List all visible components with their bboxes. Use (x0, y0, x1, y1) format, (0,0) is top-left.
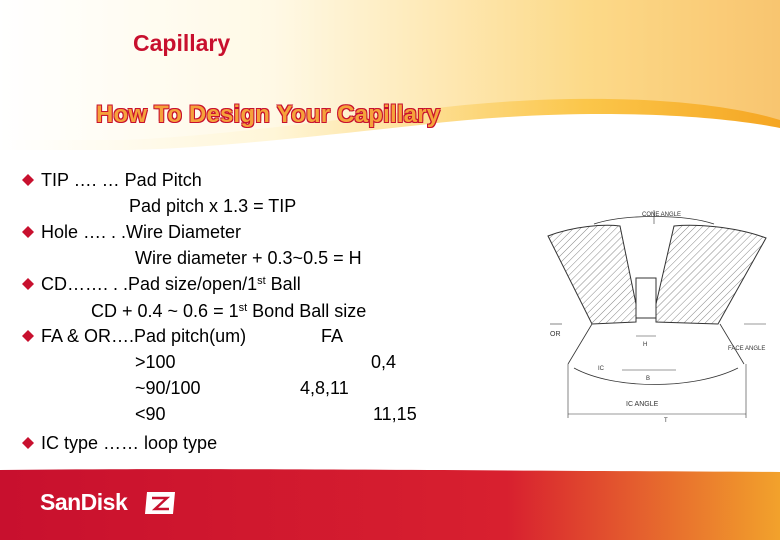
sandisk-logo: SanDisk (40, 489, 128, 515)
bullet-diamond-icon (22, 226, 34, 238)
diagram-label-ic-angle: IC ANGLE (626, 401, 659, 408)
fa-row-pitch: ~90/100 (135, 378, 201, 398)
diagram-label-t: T (664, 418, 668, 424)
bullet-diamond-icon (22, 174, 34, 186)
sandisk-logo-mark-icon (143, 490, 177, 516)
fa-row-value: 11,15 (373, 404, 417, 424)
fa-row-value: 4,8,11 (300, 378, 349, 398)
diagram-label-b: B (646, 376, 651, 382)
bullet-diamond-icon (22, 330, 34, 342)
fa-row-pitch: <90 (135, 404, 166, 424)
diagram-label-or: OR (550, 331, 561, 338)
bullet-cd-formula-tail: Bond Ball size (247, 301, 367, 321)
bullet-cd-heading (41, 273, 301, 295)
bullet-diamond-icon (22, 278, 34, 290)
bullet-cd-heading-text: CD……. . .Pad size/open/1 (41, 274, 258, 294)
bullet-diamond-icon (22, 437, 34, 449)
capillary-cross-section-diagram (544, 208, 772, 428)
bullet-cd-formula-sup: st (238, 302, 248, 314)
header-title: Capillary (133, 30, 231, 56)
diagram-label-cone-angle: CONE ANGLE (642, 212, 682, 218)
fa-row-value: 0,4 (371, 352, 397, 372)
bullet-cd-heading-tail: Ball (265, 274, 301, 294)
bullet-ic-heading: IC type …… loop type (41, 433, 218, 453)
fa-column-header: FA (321, 326, 344, 346)
slide-title: How To Design Your Capillary (96, 101, 441, 128)
bullet-cd-formula (91, 300, 366, 322)
fa-row-pitch: >100 (135, 352, 176, 372)
bullet-tip-heading: TIP …. … Pad Pitch (41, 170, 202, 190)
diagram-label-face-angle: FACE ANGLE (728, 346, 766, 352)
bullet-hole-formula: Wire diameter + 0.3~0.5 = H (135, 248, 362, 268)
diagram-label-h: H (643, 342, 648, 348)
bullet-fa-heading: FA & OR….Pad pitch(um) (41, 326, 247, 346)
diagram-label-ic: IC (598, 366, 604, 372)
bullet-tip-formula: Pad pitch x 1.3 = TIP (129, 196, 297, 216)
bullet-cd-formula-text: CD + 0.4 ~ 0.6 = 1 (91, 301, 239, 321)
bullet-cd-heading-sup: st (257, 275, 266, 287)
bullet-hole-heading: Hole …. . .Wire Diameter (41, 222, 242, 242)
